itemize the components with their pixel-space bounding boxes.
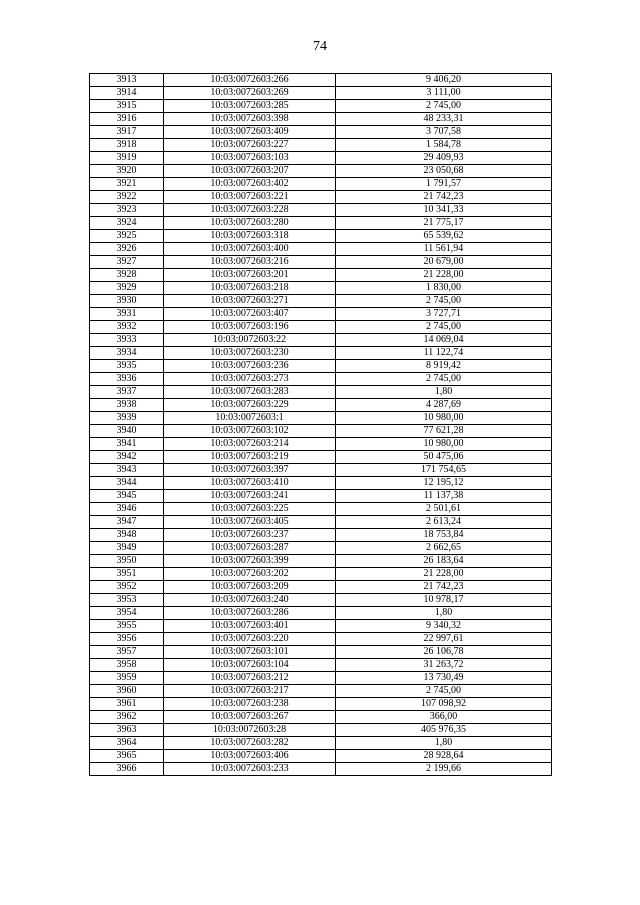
- cadastral-number-cell: 10:03:0072603:399: [164, 555, 336, 568]
- row-number-cell: 3937: [90, 386, 164, 399]
- amount-cell: 21 742,23: [336, 191, 552, 204]
- table-row: [90, 633, 552, 646]
- table-row: [90, 516, 552, 529]
- table-row: [90, 399, 552, 412]
- table-row: [90, 243, 552, 256]
- amount-cell: 10 978,17: [336, 594, 552, 607]
- amount-cell: 171 754,65: [336, 464, 552, 477]
- table-row: [90, 711, 552, 724]
- row-number-cell: 3913: [90, 74, 164, 87]
- row-number-cell: 3935: [90, 360, 164, 373]
- table-row: [90, 152, 552, 165]
- amount-cell: 1 791,57: [336, 178, 552, 191]
- table-row: [90, 542, 552, 555]
- cadastral-number-cell: 10:03:0072603:318: [164, 230, 336, 243]
- data-table: [89, 73, 552, 776]
- table-row: [90, 724, 552, 737]
- amount-cell: 21 228,00: [336, 568, 552, 581]
- cadastral-number-cell: 10:03:0072603:236: [164, 360, 336, 373]
- table-row: [90, 113, 552, 126]
- amount-cell: 10 341,33: [336, 204, 552, 217]
- amount-cell: 2 501,61: [336, 503, 552, 516]
- amount-cell: 1 830,00: [336, 282, 552, 295]
- amount-cell: 2 745,00: [336, 373, 552, 386]
- table-row: [90, 217, 552, 230]
- amount-cell: 26 106,78: [336, 646, 552, 659]
- amount-cell: 1,80: [336, 386, 552, 399]
- table-row: [90, 386, 552, 399]
- amount-cell: 2 745,00: [336, 295, 552, 308]
- cadastral-number-cell: 10:03:0072603:219: [164, 451, 336, 464]
- cadastral-number-cell: 10:03:0072603:233: [164, 763, 336, 776]
- row-number-cell: 3918: [90, 139, 164, 152]
- amount-cell: 21 228,00: [336, 269, 552, 282]
- cadastral-number-cell: 10:03:0072603:1: [164, 412, 336, 425]
- row-number-cell: 3927: [90, 256, 164, 269]
- table-row: [90, 607, 552, 620]
- table-row: [90, 477, 552, 490]
- row-number-cell: 3925: [90, 230, 164, 243]
- table-row: [90, 139, 552, 152]
- table-row: [90, 438, 552, 451]
- cadastral-number-cell: 10:03:0072603:285: [164, 100, 336, 113]
- row-number-cell: 3924: [90, 217, 164, 230]
- cadastral-number-cell: 10:03:0072603:228: [164, 204, 336, 217]
- row-number-cell: 3936: [90, 373, 164, 386]
- table-row: [90, 334, 552, 347]
- row-number-cell: 3944: [90, 477, 164, 490]
- row-number-cell: 3958: [90, 659, 164, 672]
- cadastral-number-cell: 10:03:0072603:405: [164, 516, 336, 529]
- amount-cell: 1,80: [336, 737, 552, 750]
- table-row: [90, 347, 552, 360]
- table-row: [90, 698, 552, 711]
- cadastral-number-cell: 10:03:0072603:28: [164, 724, 336, 737]
- cadastral-number-cell: 10:03:0072603:407: [164, 308, 336, 321]
- page-number: 74: [313, 39, 327, 54]
- cadastral-number-cell: 10:03:0072603:201: [164, 269, 336, 282]
- cadastral-number-cell: 10:03:0072603:280: [164, 217, 336, 230]
- cadastral-number-cell: 10:03:0072603:286: [164, 607, 336, 620]
- row-number-cell: 3960: [90, 685, 164, 698]
- amount-cell: 77 621,28: [336, 425, 552, 438]
- row-number-cell: 3957: [90, 646, 164, 659]
- row-number-cell: 3949: [90, 542, 164, 555]
- row-number-cell: 3922: [90, 191, 164, 204]
- table-row: [90, 646, 552, 659]
- cadastral-number-cell: 10:03:0072603:267: [164, 711, 336, 724]
- table-row: [90, 230, 552, 243]
- amount-cell: 14 069,04: [336, 334, 552, 347]
- cadastral-number-cell: 10:03:0072603:216: [164, 256, 336, 269]
- cadastral-number-cell: 10:03:0072603:212: [164, 672, 336, 685]
- table-row: [90, 555, 552, 568]
- cadastral-number-cell: 10:03:0072603:207: [164, 165, 336, 178]
- row-number-cell: 3932: [90, 321, 164, 334]
- cadastral-number-cell: 10:03:0072603:225: [164, 503, 336, 516]
- cadastral-number-cell: 10:03:0072603:398: [164, 113, 336, 126]
- cadastral-number-cell: 10:03:0072603:282: [164, 737, 336, 750]
- row-number-cell: 3934: [90, 347, 164, 360]
- row-number-cell: 3919: [90, 152, 164, 165]
- cadastral-number-cell: 10:03:0072603:271: [164, 295, 336, 308]
- amount-cell: 11 561,94: [336, 243, 552, 256]
- row-number-cell: 3953: [90, 594, 164, 607]
- table-row: [90, 763, 552, 776]
- amount-cell: 2 745,00: [336, 321, 552, 334]
- cadastral-number-cell: 10:03:0072603:402: [164, 178, 336, 191]
- amount-cell: 3 111,00: [336, 87, 552, 100]
- cadastral-number-cell: 10:03:0072603:209: [164, 581, 336, 594]
- amount-cell: 29 409,93: [336, 152, 552, 165]
- amount-cell: 10 980,00: [336, 438, 552, 451]
- table-row: [90, 594, 552, 607]
- row-number-cell: 3928: [90, 269, 164, 282]
- amount-cell: 48 233,31: [336, 113, 552, 126]
- amount-cell: 10 980,00: [336, 412, 552, 425]
- table-row: [90, 672, 552, 685]
- amount-cell: 23 050,68: [336, 165, 552, 178]
- row-number-cell: 3950: [90, 555, 164, 568]
- amount-cell: 26 183,64: [336, 555, 552, 568]
- amount-cell: 11 122,74: [336, 347, 552, 360]
- amount-cell: 2 199,66: [336, 763, 552, 776]
- table-row: [90, 74, 552, 87]
- table-row: [90, 360, 552, 373]
- amount-cell: 65 539,62: [336, 230, 552, 243]
- table-row: [90, 581, 552, 594]
- amount-cell: 2 745,00: [336, 685, 552, 698]
- cadastral-number-cell: 10:03:0072603:102: [164, 425, 336, 438]
- amount-cell: 21 775,17: [336, 217, 552, 230]
- row-number-cell: 3966: [90, 763, 164, 776]
- amount-cell: 3 727,71: [336, 308, 552, 321]
- cadastral-number-cell: 10:03:0072603:22: [164, 334, 336, 347]
- amount-cell: 20 679,00: [336, 256, 552, 269]
- cadastral-number-cell: 10:03:0072603:409: [164, 126, 336, 139]
- table-row: [90, 87, 552, 100]
- cadastral-number-cell: 10:03:0072603:237: [164, 529, 336, 542]
- row-number-cell: 3931: [90, 308, 164, 321]
- row-number-cell: 3965: [90, 750, 164, 763]
- cadastral-number-cell: 10:03:0072603:283: [164, 386, 336, 399]
- amount-cell: 4 287,69: [336, 399, 552, 412]
- row-number-cell: 3914: [90, 87, 164, 100]
- table-body: [90, 74, 552, 776]
- amount-cell: 50 475,06: [336, 451, 552, 464]
- cadastral-number-cell: 10:03:0072603:221: [164, 191, 336, 204]
- cadastral-number-cell: 10:03:0072603:214: [164, 438, 336, 451]
- row-number-cell: 3947: [90, 516, 164, 529]
- table-row: [90, 490, 552, 503]
- row-number-cell: 3938: [90, 399, 164, 412]
- cadastral-number-cell: 10:03:0072603:241: [164, 490, 336, 503]
- row-number-cell: 3951: [90, 568, 164, 581]
- cadastral-number-cell: 10:03:0072603:227: [164, 139, 336, 152]
- table-row: [90, 178, 552, 191]
- amount-cell: 107 098,92: [336, 698, 552, 711]
- table-row: [90, 308, 552, 321]
- table-row: [90, 321, 552, 334]
- row-number-cell: 3930: [90, 295, 164, 308]
- table-row: [90, 620, 552, 633]
- row-number-cell: 3921: [90, 178, 164, 191]
- row-number-cell: 3945: [90, 490, 164, 503]
- cadastral-number-cell: 10:03:0072603:103: [164, 152, 336, 165]
- row-number-cell: 3933: [90, 334, 164, 347]
- table-row: [90, 464, 552, 477]
- cadastral-number-cell: 10:03:0072603:240: [164, 594, 336, 607]
- cadastral-number-cell: 10:03:0072603:400: [164, 243, 336, 256]
- cadastral-number-cell: 10:03:0072603:410: [164, 477, 336, 490]
- row-number-cell: 3948: [90, 529, 164, 542]
- row-number-cell: 3959: [90, 672, 164, 685]
- amount-cell: 18 753,84: [336, 529, 552, 542]
- table-row: [90, 425, 552, 438]
- cadastral-number-cell: 10:03:0072603:238: [164, 698, 336, 711]
- row-number-cell: 3964: [90, 737, 164, 750]
- table-row: [90, 451, 552, 464]
- table-row: [90, 529, 552, 542]
- table-row: [90, 373, 552, 386]
- table-row: [90, 191, 552, 204]
- table-row: [90, 412, 552, 425]
- row-number-cell: 3916: [90, 113, 164, 126]
- amount-cell: 1 584,78: [336, 139, 552, 152]
- cadastral-number-cell: 10:03:0072603:220: [164, 633, 336, 646]
- row-number-cell: 3963: [90, 724, 164, 737]
- table-row: [90, 750, 552, 763]
- amount-cell: 8 919,42: [336, 360, 552, 373]
- row-number-cell: 3946: [90, 503, 164, 516]
- table-row: [90, 126, 552, 139]
- amount-cell: 366,00: [336, 711, 552, 724]
- row-number-cell: 3954: [90, 607, 164, 620]
- cadastral-number-cell: 10:03:0072603:104: [164, 659, 336, 672]
- row-number-cell: 3940: [90, 425, 164, 438]
- amount-cell: 2 662,65: [336, 542, 552, 555]
- amount-cell: 3 707,58: [336, 126, 552, 139]
- amount-cell: 2 613,24: [336, 516, 552, 529]
- row-number-cell: 3956: [90, 633, 164, 646]
- amount-cell: 12 195,12: [336, 477, 552, 490]
- cadastral-number-cell: 10:03:0072603:218: [164, 282, 336, 295]
- cadastral-number-cell: 10:03:0072603:230: [164, 347, 336, 360]
- amount-cell: 13 730,49: [336, 672, 552, 685]
- table-row: [90, 165, 552, 178]
- row-number-cell: 3929: [90, 282, 164, 295]
- table-row: [90, 659, 552, 672]
- table-row: [90, 282, 552, 295]
- amount-cell: 31 263,72: [336, 659, 552, 672]
- cadastral-number-cell: 10:03:0072603:273: [164, 373, 336, 386]
- cadastral-number-cell: 10:03:0072603:101: [164, 646, 336, 659]
- amount-cell: 9 406,20: [336, 74, 552, 87]
- row-number-cell: 3943: [90, 464, 164, 477]
- cadastral-number-cell: 10:03:0072603:229: [164, 399, 336, 412]
- row-number-cell: 3941: [90, 438, 164, 451]
- amount-cell: 2 745,00: [336, 100, 552, 113]
- row-number-cell: 3939: [90, 412, 164, 425]
- row-number-cell: 3942: [90, 451, 164, 464]
- table-row: [90, 295, 552, 308]
- cadastral-number-cell: 10:03:0072603:406: [164, 750, 336, 763]
- cadastral-number-cell: 10:03:0072603:269: [164, 87, 336, 100]
- table-row: [90, 100, 552, 113]
- cadastral-number-cell: 10:03:0072603:202: [164, 568, 336, 581]
- row-number-cell: 3917: [90, 126, 164, 139]
- amount-cell: 405 976,35: [336, 724, 552, 737]
- table-row: [90, 737, 552, 750]
- table-row: [90, 269, 552, 282]
- cadastral-number-cell: 10:03:0072603:397: [164, 464, 336, 477]
- amount-cell: 22 997,61: [336, 633, 552, 646]
- row-number-cell: 3926: [90, 243, 164, 256]
- amount-cell: 11 137,38: [336, 490, 552, 503]
- cadastral-number-cell: 10:03:0072603:217: [164, 685, 336, 698]
- row-number-cell: 3962: [90, 711, 164, 724]
- amount-cell: 1,80: [336, 607, 552, 620]
- row-number-cell: 3920: [90, 165, 164, 178]
- amount-cell: 28 928,64: [336, 750, 552, 763]
- table-row: [90, 568, 552, 581]
- table-row: [90, 503, 552, 516]
- row-number-cell: 3961: [90, 698, 164, 711]
- table-row: [90, 256, 552, 269]
- row-number-cell: 3923: [90, 204, 164, 217]
- table-row: [90, 685, 552, 698]
- row-number-cell: 3955: [90, 620, 164, 633]
- amount-cell: 21 742,23: [336, 581, 552, 594]
- row-number-cell: 3952: [90, 581, 164, 594]
- cadastral-number-cell: 10:03:0072603:287: [164, 542, 336, 555]
- amount-cell: 9 340,32: [336, 620, 552, 633]
- cadastral-number-cell: 10:03:0072603:266: [164, 74, 336, 87]
- row-number-cell: 3915: [90, 100, 164, 113]
- table-row: [90, 204, 552, 217]
- cadastral-number-cell: 10:03:0072603:196: [164, 321, 336, 334]
- cadastral-number-cell: 10:03:0072603:401: [164, 620, 336, 633]
